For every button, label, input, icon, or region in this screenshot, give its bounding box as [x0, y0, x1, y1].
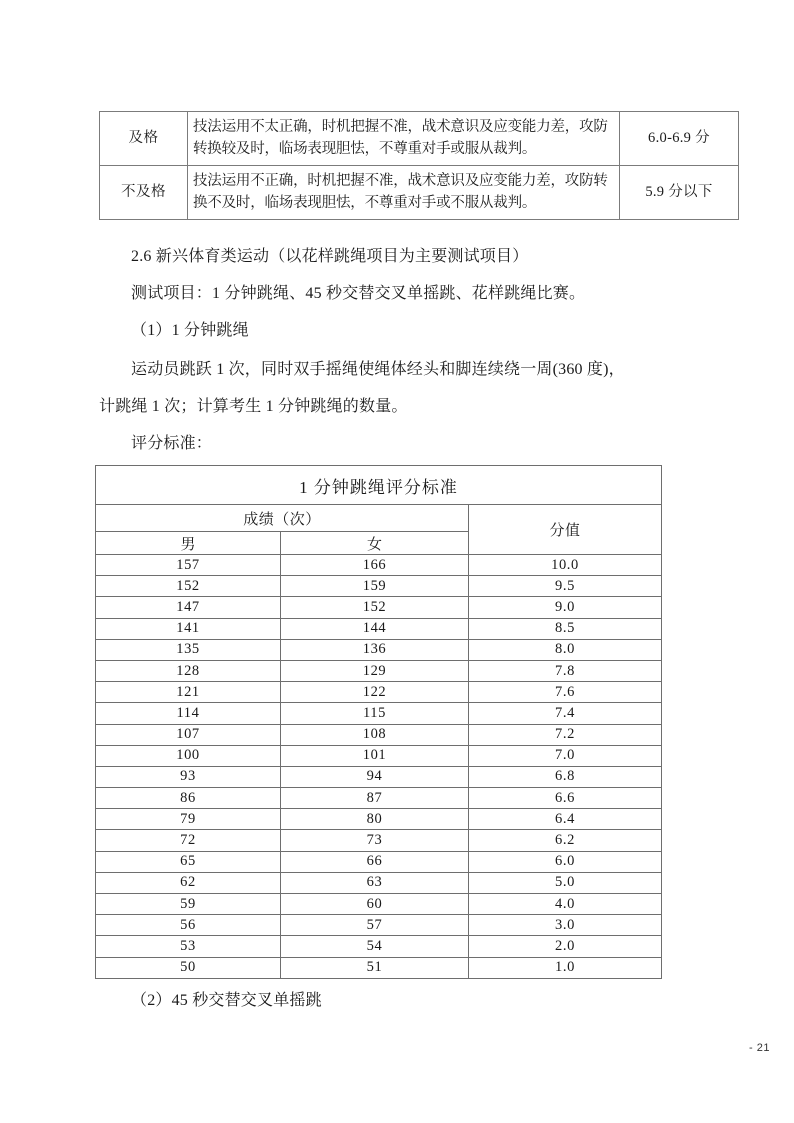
criteria-grade-cell: 及格	[100, 112, 188, 166]
page-number: - 21	[749, 1042, 770, 1054]
cell-male: 56	[96, 915, 281, 936]
column-header-male: 男	[96, 532, 281, 555]
cell-female: 66	[281, 851, 469, 872]
cell-female: 60	[281, 894, 469, 915]
criteria-table-body	[100, 112, 739, 220]
cell-score: 4.0	[469, 894, 662, 915]
criteria-description-cell: 技法运用不太正确，时机把握不准，战术意识及应变能力差，攻防转换较及时，临场表现胆怯，不尊重对手或服从裁判。	[188, 112, 620, 166]
cell-male: 135	[96, 639, 281, 660]
cell-score: 9.5	[469, 576, 662, 597]
cell-male: 62	[96, 872, 281, 893]
table-row	[100, 112, 739, 166]
table-row	[96, 703, 662, 724]
cell-female: 129	[281, 660, 469, 681]
cell-female: 152	[281, 597, 469, 618]
cell-female: 159	[281, 576, 469, 597]
test-items-paragraph: 测试项目：1 分钟跳绳、45 秒交替交叉单摇跳、花样跳绳比赛。	[131, 285, 586, 302]
cell-male: 72	[96, 830, 281, 851]
cell-score: 6.4	[469, 809, 662, 830]
cell-female: 136	[281, 639, 469, 660]
scoring-table-title: 1 分钟跳绳评分标准	[96, 466, 662, 505]
table-row	[96, 809, 662, 830]
cell-female: 63	[281, 872, 469, 893]
cell-female: 54	[281, 936, 469, 957]
table-group-header-row	[96, 505, 662, 532]
table-row	[96, 830, 662, 851]
cell-female: 94	[281, 766, 469, 787]
scoring-table-body	[96, 466, 662, 979]
table-row	[96, 872, 662, 893]
cell-female: 57	[281, 915, 469, 936]
cell-score: 6.8	[469, 766, 662, 787]
cell-score: 7.6	[469, 682, 662, 703]
cell-female: 73	[281, 830, 469, 851]
table-row	[96, 851, 662, 872]
table-row	[96, 555, 662, 576]
cell-score: 1.0	[469, 957, 662, 978]
jump-rope-scoring-table	[95, 465, 662, 979]
cell-score: 5.0	[469, 872, 662, 893]
table-row	[96, 576, 662, 597]
cell-female: 108	[281, 724, 469, 745]
cell-score: 6.0	[469, 851, 662, 872]
cell-male: 114	[96, 703, 281, 724]
cell-male: 141	[96, 618, 281, 639]
criteria-grade-cell: 不及格	[100, 165, 188, 219]
cell-score: 8.5	[469, 618, 662, 639]
cell-female: 101	[281, 745, 469, 766]
cell-male: 50	[96, 957, 281, 978]
table-row	[96, 915, 662, 936]
table-row	[96, 894, 662, 915]
cell-male: 93	[96, 766, 281, 787]
table-row	[100, 165, 739, 219]
score-group-header: 成绩（次）	[96, 505, 469, 532]
table-row	[96, 766, 662, 787]
table-row	[96, 660, 662, 681]
table-title-row	[96, 466, 662, 505]
cell-female: 87	[281, 788, 469, 809]
cell-male: 59	[96, 894, 281, 915]
cell-female: 51	[281, 957, 469, 978]
cell-male: 157	[96, 555, 281, 576]
cell-score: 7.4	[469, 703, 662, 724]
column-header-female: 女	[281, 532, 469, 555]
cell-score: 2.0	[469, 936, 662, 957]
table-row	[96, 639, 662, 660]
cell-male: 128	[96, 660, 281, 681]
cell-score: 6.2	[469, 830, 662, 851]
cell-female: 115	[281, 703, 469, 724]
cell-male: 65	[96, 851, 281, 872]
cell-female: 144	[281, 618, 469, 639]
cell-female: 166	[281, 555, 469, 576]
cell-score: 7.2	[469, 724, 662, 745]
cell-female: 80	[281, 809, 469, 830]
cell-male: 107	[96, 724, 281, 745]
cell-score: 7.0	[469, 745, 662, 766]
item2-heading: （2）45 秒交替交叉单摇跳	[131, 992, 322, 1009]
table-row	[96, 936, 662, 957]
cell-male: 53	[96, 936, 281, 957]
cell-score: 7.8	[469, 660, 662, 681]
cell-score: 6.6	[469, 788, 662, 809]
scoring-criteria-label: 评分标准：	[131, 435, 213, 452]
item1-description-line1: 运动员跳跃 1 次，同时双手摇绳使绳体经头和脚连续绕一周(360 度)，	[131, 361, 625, 378]
criteria-score-cell: 5.9 分以下	[620, 165, 739, 219]
cell-score: 3.0	[469, 915, 662, 936]
table-row	[96, 788, 662, 809]
cell-male: 79	[96, 809, 281, 830]
cell-male: 152	[96, 576, 281, 597]
criteria-score-cell: 6.0-6.9 分	[620, 112, 739, 166]
grading-criteria-table	[99, 111, 739, 220]
table-row	[96, 597, 662, 618]
table-row	[96, 745, 662, 766]
cell-score: 8.0	[469, 639, 662, 660]
table-row	[96, 682, 662, 703]
section-heading: 2.6 新兴体育类运动（以花样跳绳项目为主要测试项目）	[131, 248, 529, 265]
cell-male: 86	[96, 788, 281, 809]
item1-description-line2: 计跳绳 1 次；计算考生 1 分钟跳绳的数量。	[99, 398, 408, 415]
cell-male: 100	[96, 745, 281, 766]
cell-female: 122	[281, 682, 469, 703]
cell-male: 147	[96, 597, 281, 618]
cell-score: 9.0	[469, 597, 662, 618]
table-row	[96, 724, 662, 745]
table-row	[96, 957, 662, 978]
item1-heading: （1）1 分钟跳绳	[131, 322, 249, 339]
cell-score: 10.0	[469, 555, 662, 576]
criteria-description-cell: 技法运用不正确，时机把握不准，战术意识及应变能力差，攻防转换不及时，临场表现胆怯，不尊重对手或不服从裁判。	[188, 165, 620, 219]
column-header-score: 分值	[469, 505, 662, 555]
table-row	[96, 618, 662, 639]
cell-male: 121	[96, 682, 281, 703]
